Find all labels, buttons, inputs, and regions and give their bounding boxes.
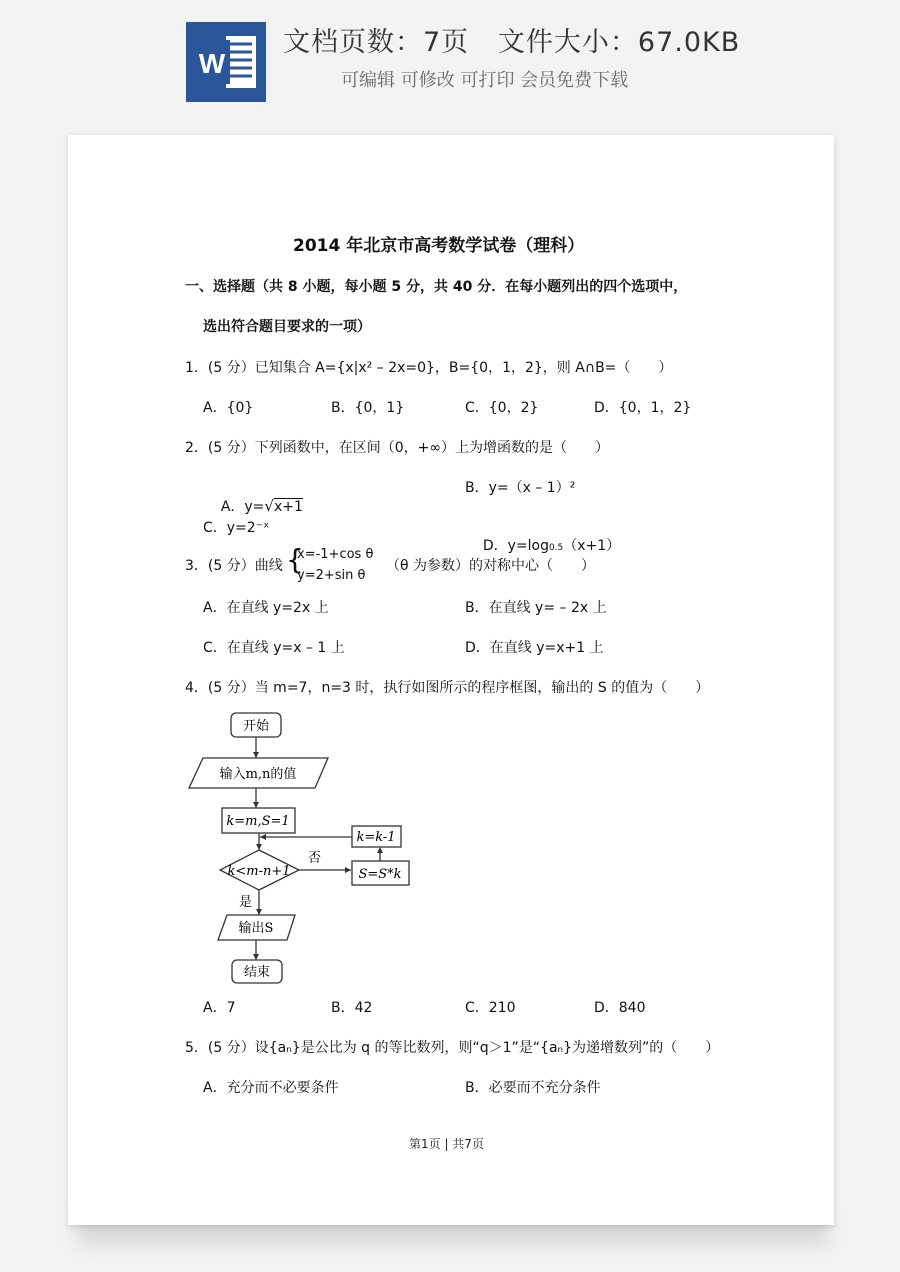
q4-option-c: C．210 [465,1000,516,1016]
flow-update-s-label: S=S*k [358,867,402,882]
q1-option-b: B．{0，1} [331,400,405,416]
flow-start-label: 开始 [242,719,270,734]
q2-option-b: B．y=（x – 1）² [465,480,576,496]
banner [0,0,900,120]
q3-system-line1: x=-1+cos θ [297,547,374,562]
q4-option-b: B．42 [331,1000,373,1016]
q5-option-b: B．必要而不充分条件 [465,1080,601,1096]
page-title: 2014 年北京市高考数学试卷（理科） [293,236,585,256]
q2-option-d: D．y=log0.5（x+1） [482,538,621,554]
q4-option-d: D．840 [594,1000,646,1016]
q3-option-c: C．在直线 y=x – 1 上 [203,640,345,656]
section-heading-line2: 选出符合题目要求的一项） [203,319,371,335]
q3-stem-suffix: （θ 为参数）的对称中心（ ） [386,558,596,574]
flowchart [183,710,413,990]
q3-option-a: A．在直线 y=2x 上 [203,600,329,616]
flow-end-label: 结束 [243,965,271,980]
q4-stem: 4．(5 分）当 m=7，n=3 时，执行如图所示的程序框图，输出的 S 的值为（ ） [185,680,710,696]
q5-stem: 5．(5 分）设{aₙ}是公比为 q 的等比数列，则“q＞1”是“{aₙ}为递增数列”的（ ） [185,1040,720,1056]
q3-system-line2: y=2+sin θ [297,568,366,583]
flow-input-label: 输入m,n的值 [219,767,297,782]
flow-output-label: 输出S [238,921,274,936]
logo-letter: W [198,48,226,79]
word-icon [186,22,266,102]
document-page [68,135,834,1225]
q2-option-a: A．y=√x+1 [220,497,303,515]
q1-stem: 1．(5 分）已知集合 A={x|x² – 2x=0}，B={0，1，2}，则 A∩B=（ ） [185,360,673,376]
q4-option-a: A．7 [203,1000,236,1016]
q1-option-a: A．{0} [203,400,254,416]
section-heading-line1: 一、选择题（共 8 小题，每小题 5 分，共 40 分．在每小题列出的四个选项中， [185,279,688,295]
doc-info-title: 文档页数：7页 文件大小：67.0KB [283,27,741,58]
q3-option-b: B．在直线 y= – 2x 上 [465,600,607,616]
q5-option-a: A．充分而不必要条件 [203,1080,339,1096]
flow-cond-label: k<m-n+1 [227,864,291,879]
flow-init-label: k=m,S=1 [226,814,290,829]
flow-yes-label: 是 [239,895,253,910]
q1-option-d: D．{0，1，2} [594,400,692,416]
q1-option-c: C．{0，2} [465,400,539,416]
sqrt-sign: √ [264,497,274,515]
q3-stem-prefix: 3．(5 分）曲线 [185,558,283,574]
brace-symbol: { [286,543,304,576]
q2-option-c: C．y=2⁻ˣ [203,520,270,536]
page-footer: 第1页 | 共7页 [409,1137,484,1151]
flow-no-label: 否 [308,851,322,866]
doc-info-subtitle: 可编辑 可修改 可打印 会员免费下载 [341,70,629,91]
flow-update-k-label: k=k-1 [356,830,396,845]
q3-option-d: D．在直线 y=x+1 上 [465,640,604,656]
q2-stem: 2．(5 分）下列函数中，在区间（0，+∞）上为增函数的是（ ） [185,440,610,456]
